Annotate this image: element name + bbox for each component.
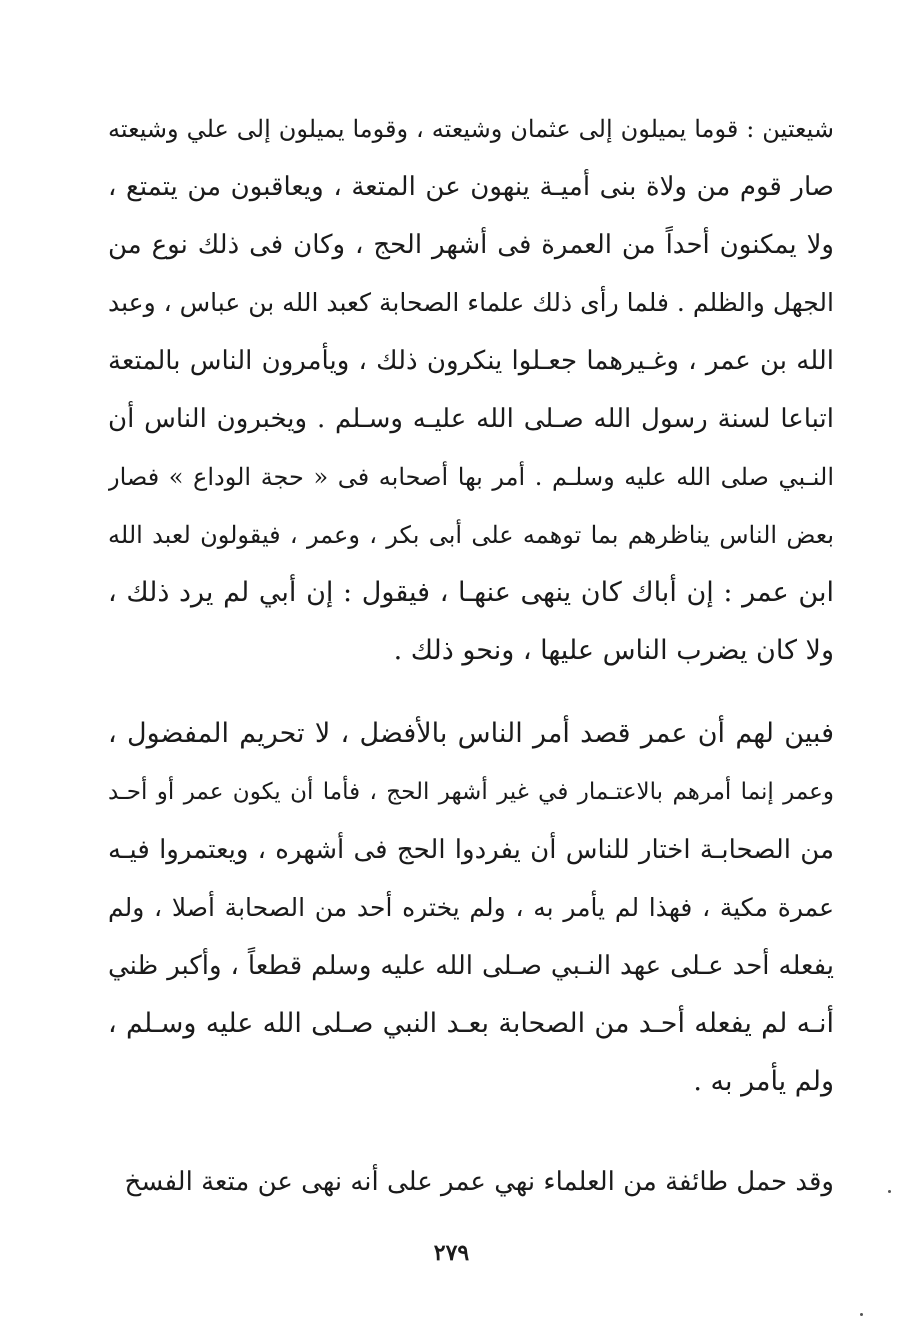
text-line: وعمر إنما أمرهم بالاعتـمار في غير أشهر الحج ، فأما أن يكون عمر أو أحـد: [108, 779, 834, 805]
text-line: اتباعا لسنة رسول الله صـلى الله عليـه وسـلم . ويخبرون الناس أن: [108, 404, 834, 434]
paragraph-2: [108, 705, 834, 1111]
text-line: عمرة مكية ، فهذا لم يأمر به ، ولم يختره أحد من الصحابة أصلا ، ولم: [108, 893, 834, 922]
paragraph-1: [108, 100, 834, 680]
text-line: ولم يأمر به .: [693, 1066, 834, 1097]
text-line: يفعله أحد عـلى عهد النـبي صـلى الله عليه وسلم قطعاً ، وأكبر ظني: [108, 951, 834, 981]
text-line: الجهل والظلم . فلما رأى ذلك علماء الصحابة كعبد الله بن عباس ، وعبد: [108, 288, 834, 317]
text-line: بعض الناس يناظرهم بما توهمه على أبى بكر ، وعمر ، فيقولون لعبد الله: [108, 521, 834, 549]
text-line: ولا كان يضرب الناس عليها ، ونحو ذلك .: [393, 635, 834, 666]
text-line: ابن عمر : إن أباك كان ينهى عنهـا ، فيقول : إن أبي لم يرد ذلك ،: [108, 577, 834, 608]
scan-speck: [888, 1190, 891, 1193]
page-number: ٢٧٩: [433, 1240, 470, 1266]
text-line: الله بن عمر ، وغـيرهما جعـلوا ينكرون ذلك ، ويأمرون الناس بالمتعة: [108, 346, 834, 376]
paragraph-3: [108, 1153, 834, 1211]
text-line: وقد حمل طائفة من العلماء نهي عمر على أنه نهى عن متعة الفسخ: [124, 1167, 834, 1197]
text-line: أنـه لم يفعله أحـد من الصحابة بعـد النبي صـلى الله عليه وسـلم ،: [108, 1008, 834, 1039]
text-line: النـبي صلى الله عليه وسلـم . أمر بها أصحابه فى « حجة الوداع » فصار: [108, 463, 834, 491]
scan-speck: [860, 1313, 863, 1316]
text-line: فبين لهم أن عمر قصد أمر الناس بالأفضل ، لا تحريم المفضول ،: [108, 718, 834, 749]
text-line: من الصحابـة اختار للناس أن يفردوا الحج فى أشهره ، ويعتمروا فيـه: [108, 835, 834, 865]
text-line: ولا يمكنون أحداً من العمرة فى أشهر الحج ، وكان فى ذلك نوع من: [108, 230, 834, 260]
text-line: شيعتين : قوما يميلون إلى عثمان وشيعته ، وقوما يميلون إلى علي وشيعته: [108, 115, 834, 143]
text-line: صار قوم من ولاة بنى أميـة ينهون عن المتعة ، ويعاقبون من يتمتع ،: [108, 172, 834, 202]
